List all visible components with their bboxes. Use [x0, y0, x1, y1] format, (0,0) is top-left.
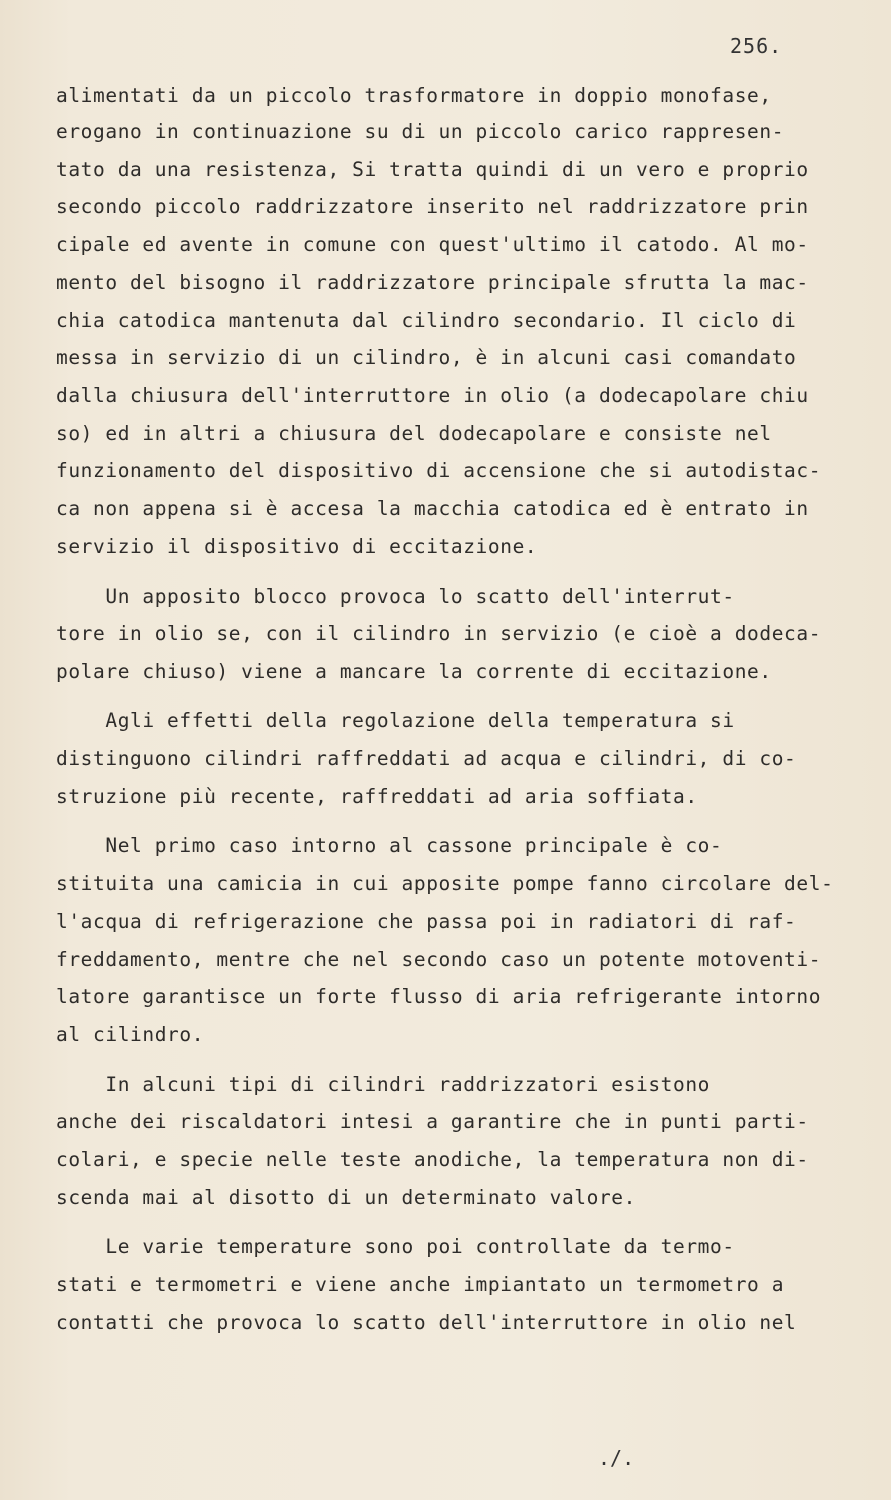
- text-line: l'acqua di refrigerazione che passa poi in radiatori di raf-: [56, 910, 797, 933]
- text-line: freddamento, mentre che nel secondo caso un potente motoventi-: [56, 948, 822, 971]
- text-line: stati e termometri e viene anche impiantato un termometro a: [56, 1273, 785, 1296]
- text-line: mento del bisogno il raddrizzatore principale sfrutta la mac-: [56, 271, 809, 294]
- text-line: Nel primo caso intorno al cassone principale è co-: [56, 834, 723, 857]
- text-line: latore garantisce un forte flusso di aria refrigerante intorno: [56, 985, 822, 1008]
- text-line: cipale ed avente in comune con quest'ultimo il catodo. Al mo-: [56, 233, 809, 256]
- text-line: Le varie temperature sono poi controllate da termo-: [56, 1235, 735, 1258]
- text-line: polare chiuso) viene a mancare la corrente di eccitazione.: [56, 660, 772, 683]
- text-line: colari, e specie nelle teste anodiche, la temperatura non di-: [56, 1148, 809, 1171]
- text-line: messa in servizio di un cilindro, è in alcuni casi comandato: [56, 346, 797, 369]
- text-line: Un apposito blocco provoca lo scatto dell'interrut-: [56, 585, 735, 608]
- text-line: distinguono cilindri raffreddati ad acqua e cilindri, di co-: [56, 747, 797, 770]
- text-line: anche dei riscaldatori intesi a garantire che in punti parti-: [56, 1110, 809, 1133]
- continuation-mark: ./.: [598, 1446, 635, 1470]
- text-line: dalla chiusura dell'interruttore in olio (a dodecapolare chiu: [56, 384, 809, 407]
- text-line: struzione più recente, raffreddati ad aria soffiata.: [56, 785, 698, 808]
- text-line: funzionamento del dispositivo di accensione che si autodistac-: [56, 459, 822, 482]
- text-line: alimentati da un piccolo trasformatore in doppio monofase,: [56, 84, 772, 107]
- text-line: so) ed in altri a chiusura del dodecapolare e consiste nel: [56, 422, 772, 445]
- text-line: contatti che provoca lo scatto dell'interruttore in olio nel: [56, 1311, 797, 1334]
- text-line: al cilindro.: [56, 1023, 205, 1046]
- text-line: tato da una resistenza, Si tratta quindi di un vero e proprio: [56, 158, 809, 181]
- text-line: scenda mai al disotto di un determinato valore.: [56, 1186, 636, 1209]
- text-line: erogano in continuazione su di un piccolo carico rappresen-: [56, 120, 785, 143]
- text-line: ca non appena si è accesa la macchia catodica ed è entrato in: [56, 497, 809, 520]
- page-number: 256.: [730, 34, 783, 58]
- text-line: servizio il dispositivo di eccitazione.: [56, 535, 538, 558]
- text-line: tore in olio se, con il cilindro in servizio (e cioè a dodeca-: [56, 622, 822, 645]
- text-line: chia catodica mantenuta dal cilindro secondario. Il ciclo di: [56, 309, 797, 332]
- text-line: Agli effetti della regolazione della temperatura si: [56, 709, 735, 732]
- text-line: secondo piccolo raddrizzatore inserito nel raddrizzatore prin: [56, 195, 809, 218]
- text-line: stituita una camicia in cui apposite pompe fanno circolare del-: [56, 872, 834, 895]
- text-line: In alcuni tipi di cilindri raddrizzatori esistono: [56, 1073, 711, 1096]
